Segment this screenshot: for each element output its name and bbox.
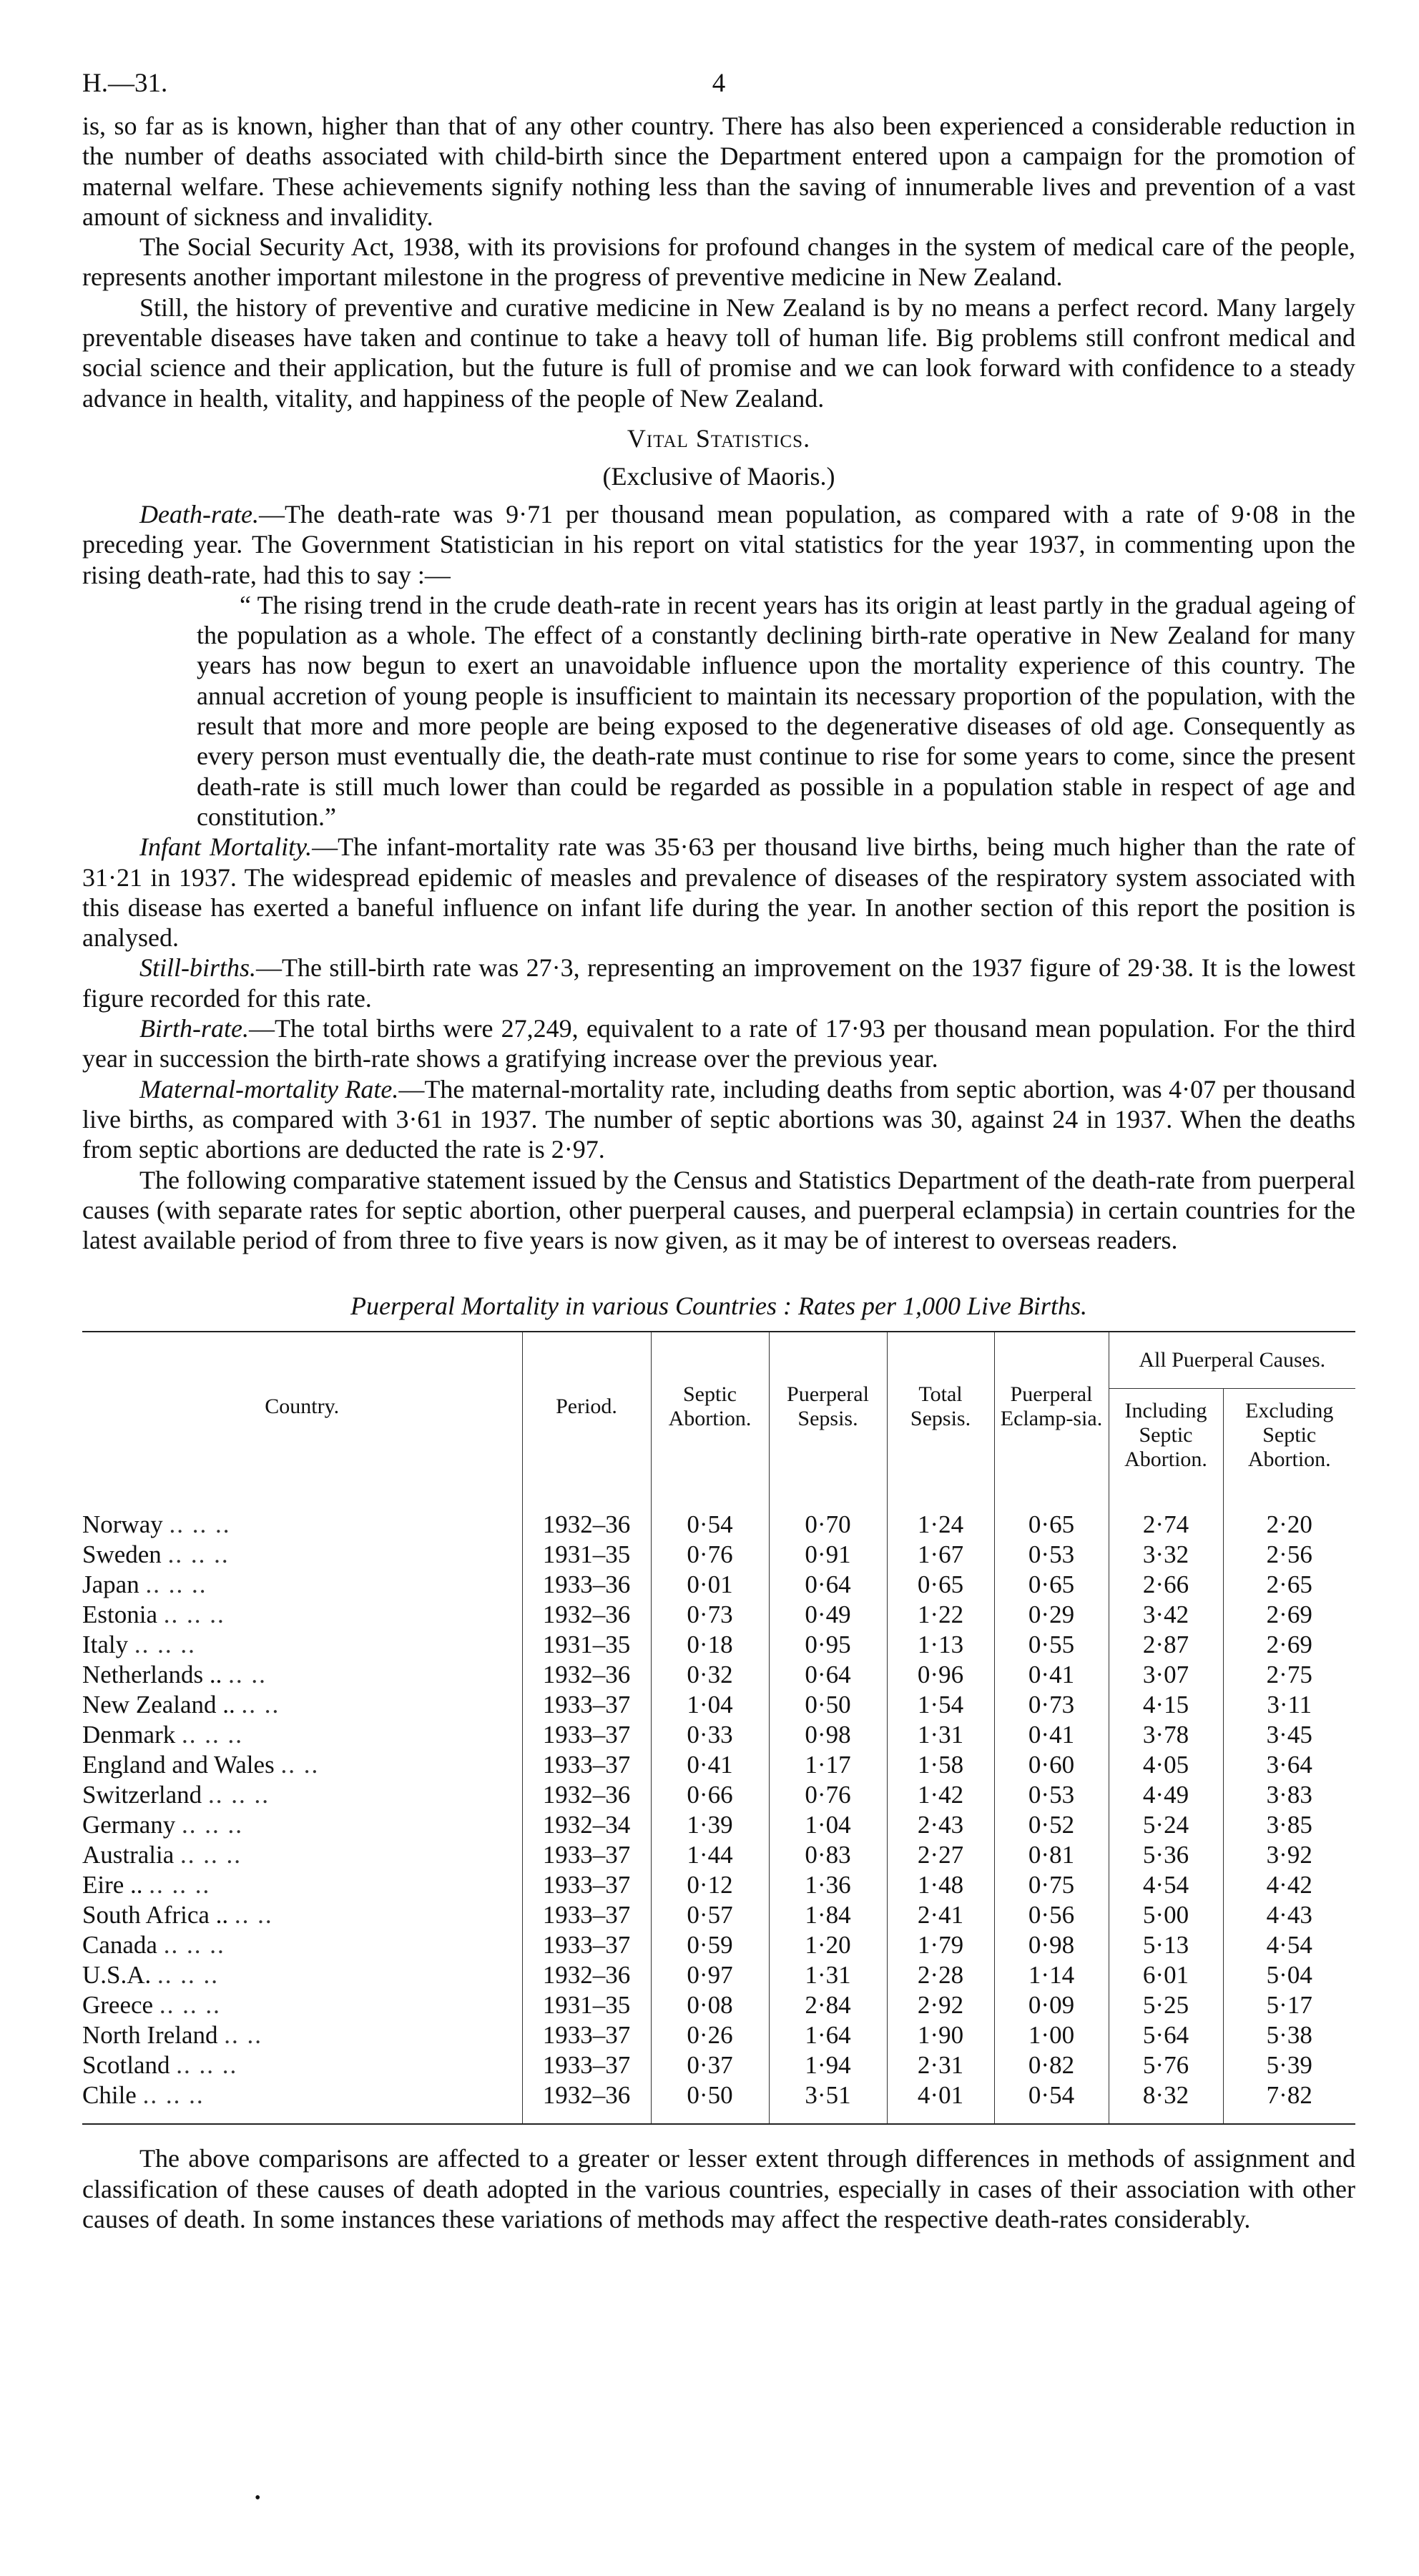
still-births-text: —The still-birth rate was 27·3, representing an improvement on the 1937 figure of 29·38. It is the lowest figure recorded for this rate. (82, 953, 1355, 1013)
septic-abortion-cell: 1·04 (651, 1690, 769, 1720)
country-cell: North Ireland .. .. (82, 2021, 263, 2050)
table-row (82, 2050, 1355, 2080)
total-sepsis-cell: 2·27 (887, 1840, 994, 1870)
total-sepsis-cell: 2·43 (887, 1810, 994, 1840)
period-cell: 1932–36 (522, 2080, 651, 2110)
country-cell: Canada .. .. .. (82, 1931, 225, 1960)
period-cell: 1933–37 (522, 2050, 651, 2080)
puerperal-mortality-table (82, 1331, 1355, 2125)
period-cell: 1931–35 (522, 1630, 651, 1660)
period-cell: 1932–36 (522, 1780, 651, 1810)
header-excluding-septic: Excluding Septic Abortion. (1223, 1389, 1355, 1482)
septic-abortion-cell: 0·73 (651, 1600, 769, 1630)
period-cell: 1931–35 (522, 1990, 651, 2020)
septic-abortion-cell: 0·37 (651, 2050, 769, 2080)
period-cell: 1933–37 (522, 1720, 651, 1750)
table-title: Puerperal Mortality in various Countries : Rates per 1,000 Live Births. (350, 1292, 1087, 1321)
country-cell: Netherlands .. .. .. (82, 1661, 267, 1689)
still-births-label: Still-births. (139, 953, 257, 983)
total-sepsis-cell: 2·92 (887, 1990, 994, 2020)
table-row (82, 1690, 1355, 1720)
country-cell: Italy .. .. .. (82, 1631, 196, 1659)
eclampsia-cell: 0·54 (994, 2080, 1109, 2110)
header-period: Period. (522, 1332, 651, 1481)
eclampsia-cell: 0·65 (994, 1510, 1109, 1540)
puerperal-sepsis-cell: 1·20 (769, 1930, 887, 1960)
period-cell: 1933–37 (522, 1690, 651, 1720)
excluding-cell: 4·54 (1223, 1930, 1355, 1960)
header-including-septic: Including Septic Abortion. (1109, 1389, 1223, 1482)
puerperal-sepsis-cell: 1·36 (769, 1870, 887, 1900)
eclampsia-cell: 0·75 (994, 1870, 1109, 1900)
excluding-cell: 5·04 (1223, 1960, 1355, 1990)
birth-rate-label: Birth-rate. (139, 1014, 249, 1043)
including-cell: 4·15 (1109, 1690, 1223, 1720)
country-cell: Denmark .. .. .. (82, 1721, 243, 1749)
table-row (82, 1750, 1355, 1780)
eclampsia-cell: 0·65 (994, 1570, 1109, 1600)
header-septic-abortion: Septic Abortion. (651, 1332, 769, 1481)
septic-abortion-cell: 1·39 (651, 1810, 769, 1840)
table-row (82, 1840, 1355, 1870)
total-sepsis-cell: 2·31 (887, 2050, 994, 2080)
paragraph-still-births (82, 953, 1355, 1013)
maternal-mortality-label: Maternal-mortality Rate. (139, 1074, 399, 1103)
septic-abortion-cell: 0·08 (651, 1990, 769, 2020)
quotation-block: “ The rising trend in the crude death-rate in recent years has its origin at least partly in the gradual ageing of the population as a whole. The effect of a constantly declining birth-rate operative in New Zealand for many years has now begun to exert an unavoidable influence upon the mortality experience of this country. The annual accretion of young people is insufficient to maintain its necessary proportion of the population, with the result that more and more people are being exposed to the degenerative diseases of old age. Consequently as every person must eventually die, the death-rate must continue to rise for some years to come, since the present death-rate is still much lower than could be regarded as possible in a population stable in respect of age and constitution.” (197, 590, 1355, 831)
death-rate-text: —The death-rate was 9·71 per thousand mean population, as compared with a rate of 9·08 in the preceding year. The Government Statistician in his report on vital statistics for the year 1937, in commenting upon the rising death-rate, had this to say :— (82, 499, 1355, 589)
infant-mortality-text: —The infant-mortality rate was 35·63 per thousand live births, being much higher than the rate of 31·21 in 1937. The widespread epidemic of measles and prevalence of diseases of the respiratory system associated with this disease has exerted a baneful influence on infant life during the year. In another section of this report the position is analysed. (82, 832, 1355, 953)
country-cell: South Africa .. .. .. (82, 1901, 273, 1929)
paragraph-death-rate (82, 499, 1355, 590)
country-cell: Chile .. .. .. (82, 2081, 205, 2110)
footer-mark: • (255, 2489, 261, 2507)
septic-abortion-cell: 1·44 (651, 1840, 769, 1870)
including-cell: 5·36 (1109, 1840, 1223, 1870)
total-sepsis-cell: 0·96 (887, 1660, 994, 1690)
eclampsia-cell: 0·73 (994, 1690, 1109, 1720)
excluding-cell: 2·75 (1223, 1660, 1355, 1690)
septic-abortion-cell: 0·54 (651, 1510, 769, 1540)
excluding-cell: 3·92 (1223, 1840, 1355, 1870)
excluding-cell: 2·20 (1223, 1510, 1355, 1540)
septic-abortion-cell: 0·26 (651, 2020, 769, 2050)
country-cell: Eire .. .. .. .. (82, 1871, 211, 1899)
country-cell: Scotland .. .. .. (82, 2051, 238, 2080)
total-sepsis-cell: 1·24 (887, 1510, 994, 1540)
total-sepsis-cell: 1·54 (887, 1690, 994, 1720)
septic-abortion-cell: 0·76 (651, 1540, 769, 1570)
including-cell: 3·78 (1109, 1720, 1223, 1750)
including-cell: 5·13 (1109, 1930, 1223, 1960)
period-cell: 1932–34 (522, 1810, 651, 1840)
maternal-mortality-text: —The maternal-mortality rate, including deaths from septic abortion, was 4·07 per thousand live births, as compared with 3·61 in 1937. The number of septic abortions was 30, against 24 in 1937. When the deaths from septic abortions are deducted the rate is 2·97. (82, 1074, 1355, 1164)
septic-abortion-cell: 0·59 (651, 1930, 769, 1960)
including-cell: 3·32 (1109, 1540, 1223, 1570)
septic-abortion-cell: 0·50 (651, 2080, 769, 2110)
table-row (82, 1630, 1355, 1660)
table-row (82, 1540, 1355, 1570)
including-cell: 5·64 (1109, 2020, 1223, 2050)
excluding-cell: 3·83 (1223, 1780, 1355, 1810)
table-row (82, 1510, 1355, 1540)
eclampsia-cell: 0·09 (994, 1990, 1109, 2020)
period-cell: 1931–35 (522, 1540, 651, 1570)
birth-rate-text: —The total births were 27,249, equivalent to a rate of 17·93 per thousand mean population. For the third year in succession the birth-rate shows a gratifying increase over the previous year. (82, 1014, 1355, 1073)
excluding-cell: 2·65 (1223, 1570, 1355, 1600)
excluding-cell: 2·69 (1223, 1600, 1355, 1630)
total-sepsis-cell: 0·65 (887, 1570, 994, 1600)
including-cell: 5·00 (1109, 1900, 1223, 1930)
period-cell: 1933–37 (522, 1900, 651, 1930)
table-row (82, 1930, 1355, 1960)
excluding-cell: 2·69 (1223, 1630, 1355, 1660)
including-cell: 5·25 (1109, 1990, 1223, 2020)
document-code: H.—31. (82, 69, 168, 98)
table-row (82, 1720, 1355, 1750)
death-rate-label: Death-rate. (139, 499, 259, 529)
excluding-cell: 5·39 (1223, 2050, 1355, 2080)
excluding-cell: 4·42 (1223, 1870, 1355, 1900)
document-page (82, 68, 1355, 2234)
excluding-cell: 4·43 (1223, 1900, 1355, 1930)
period-cell: 1933–37 (522, 1930, 651, 1960)
country-cell: Greece .. .. .. (82, 1991, 221, 2020)
puerperal-sepsis-cell: 1·31 (769, 1960, 887, 1990)
excluding-cell: 2·56 (1223, 1540, 1355, 1570)
header-puerperal-sepsis: Puerperal Sepsis. (769, 1332, 887, 1481)
country-cell: England and Wales .. .. (82, 1751, 320, 1779)
header-puerperal-eclampsia: Puerperal Eclamp-sia. (994, 1332, 1109, 1481)
total-sepsis-cell: 1·13 (887, 1630, 994, 1660)
page-number: 4 (712, 69, 726, 98)
header-all-puerperal-causes: All Puerperal Causes. (1109, 1332, 1355, 1389)
including-cell: 3·42 (1109, 1600, 1223, 1630)
header-total-sepsis: Total Sepsis. (887, 1332, 994, 1481)
total-sepsis-cell: 1·79 (887, 1930, 994, 1960)
section-subheading: (Exclusive of Maoris.) (602, 461, 835, 491)
including-cell: 2·66 (1109, 1570, 1223, 1600)
eclampsia-cell: 0·52 (994, 1810, 1109, 1840)
including-cell: 3·07 (1109, 1660, 1223, 1690)
table-row (82, 1960, 1355, 1990)
including-cell: 4·49 (1109, 1780, 1223, 1810)
table-row (82, 1600, 1355, 1630)
eclampsia-cell: 0·81 (994, 1840, 1109, 1870)
table-row (82, 1990, 1355, 2020)
period-cell: 1933–37 (522, 1870, 651, 1900)
page-header (82, 68, 1355, 111)
puerperal-sepsis-cell: 0·64 (769, 1570, 887, 1600)
excluding-cell: 5·38 (1223, 2020, 1355, 2050)
country-cell: Australia .. .. .. (82, 1841, 242, 1869)
total-sepsis-cell: 2·41 (887, 1900, 994, 1930)
excluding-cell: 3·45 (1223, 1720, 1355, 1750)
total-sepsis-cell: 1·58 (887, 1750, 994, 1780)
eclampsia-cell: 0·55 (994, 1630, 1109, 1660)
septic-abortion-cell: 0·01 (651, 1570, 769, 1600)
eclampsia-cell: 0·41 (994, 1660, 1109, 1690)
total-sepsis-cell: 4·01 (887, 2080, 994, 2110)
total-sepsis-cell: 1·67 (887, 1540, 994, 1570)
including-cell: 4·05 (1109, 1750, 1223, 1780)
including-cell: 2·87 (1109, 1630, 1223, 1660)
septic-abortion-cell: 0·12 (651, 1870, 769, 1900)
septic-abortion-cell: 0·33 (651, 1720, 769, 1750)
septic-abortion-cell: 0·66 (651, 1780, 769, 1810)
excluding-cell: 3·64 (1223, 1750, 1355, 1780)
excluding-cell: 5·17 (1223, 1990, 1355, 2020)
period-cell: 1932–36 (522, 1600, 651, 1630)
paragraph-maternal-mortality (82, 1074, 1355, 1165)
puerperal-sepsis-cell: 1·17 (769, 1750, 887, 1780)
eclampsia-cell: 0·53 (994, 1540, 1109, 1570)
period-cell: 1933–37 (522, 1750, 651, 1780)
including-cell: 5·76 (1109, 2050, 1223, 2080)
including-cell: 6·01 (1109, 1960, 1223, 1990)
paragraph-birth-rate (82, 1013, 1355, 1074)
puerperal-sepsis-cell: 0·76 (769, 1780, 887, 1810)
country-cell: New Zealand .. .. .. (82, 1691, 280, 1719)
eclampsia-cell: 0·98 (994, 1930, 1109, 1960)
puerperal-sepsis-cell: 0·70 (769, 1510, 887, 1540)
period-cell: 1932–36 (522, 1510, 651, 1540)
period-cell: 1933–36 (522, 1570, 651, 1600)
eclampsia-cell: 0·82 (994, 2050, 1109, 2080)
septic-abortion-cell: 0·32 (651, 1660, 769, 1690)
septic-abortion-cell: 0·41 (651, 1750, 769, 1780)
including-cell: 2·74 (1109, 1510, 1223, 1540)
eclampsia-cell: 0·60 (994, 1750, 1109, 1780)
septic-abortion-cell: 0·97 (651, 1960, 769, 1990)
table-row (82, 2020, 1355, 2050)
total-sepsis-cell: 1·48 (887, 1870, 994, 1900)
eclampsia-cell: 1·14 (994, 1960, 1109, 1990)
table-row (82, 1660, 1355, 1690)
septic-abortion-cell: 0·57 (651, 1900, 769, 1930)
puerperal-sepsis-cell: 3·51 (769, 2080, 887, 2110)
excluding-cell: 7·82 (1223, 2080, 1355, 2110)
paragraph-closing: The above comparisons are affected to a greater or lesser extent through differences in methods of assignment and classification of these causes of death adopted in the various countries, especially in cases of their association with other causes of death. In some instances these variations of methods may affect the respective death-rates considerably. (82, 2144, 1355, 2233)
including-cell: 5·24 (1109, 1810, 1223, 1840)
eclampsia-cell: 0·53 (994, 1780, 1109, 1810)
table-row (82, 1780, 1355, 1810)
total-sepsis-cell: 1·31 (887, 1720, 994, 1750)
puerperal-sepsis-cell: 0·98 (769, 1720, 887, 1750)
table-row (82, 1810, 1355, 1840)
paragraph-history: Still, the history of preventive and curative medicine in New Zealand is by no means a perfect record. Many largely preventable diseases have taken and continue to take a heavy toll of human life. Big problems still confront medical and social science and their application, but the future is full of promise and we can look forward with confidence to a steady advance in health, vitality, and happiness of the people of New Zealand. (82, 292, 1355, 413)
country-cell: Switzerland .. .. .. (82, 1781, 270, 1809)
including-cell: 4·54 (1109, 1870, 1223, 1900)
puerperal-sepsis-cell: 2·84 (769, 1990, 887, 2020)
period-cell: 1932–36 (522, 1660, 651, 1690)
excluding-cell: 3·11 (1223, 1690, 1355, 1720)
paragraph-comparative-intro: The following comparative statement issued by the Census and Statistics Department of the death-rate from puerperal causes (with separate rates for septic abortion, other puerperal causes, and puerperal eclampsia) in certain countries for the latest available period of from three to five years is now given, as it may be of interest to overseas readers. (82, 1165, 1355, 1255)
puerperal-sepsis-cell: 1·64 (769, 2020, 887, 2050)
eclampsia-cell: 1·00 (994, 2020, 1109, 2050)
header-country: Country. (82, 1332, 522, 1481)
total-sepsis-cell: 1·22 (887, 1600, 994, 1630)
country-cell: Sweden .. .. .. (82, 1540, 230, 1569)
eclampsia-cell: 0·41 (994, 1720, 1109, 1750)
country-cell: Germany .. .. .. (82, 1811, 243, 1839)
total-sepsis-cell: 2·28 (887, 1960, 994, 1990)
including-cell: 8·32 (1109, 2080, 1223, 2110)
puerperal-sepsis-cell: 1·04 (769, 1810, 887, 1840)
country-cell: U.S.A. .. .. .. (82, 1961, 220, 1990)
table-row (82, 1570, 1355, 1600)
puerperal-sepsis-cell: 1·94 (769, 2050, 887, 2080)
period-cell: 1933–37 (522, 2020, 651, 2050)
paragraph-continuation: is, so far as is known, higher than that of any other country. There has also been experienced a considerable reduction in the number of deaths associated with child-birth since the Department entered upon a campaign for the promotion of maternal welfare. These achievements signify nothing less than the saving of innumerable lives and prevention of a vast amount of sickness and invalidity. (82, 112, 1355, 231)
eclampsia-cell: 0·29 (994, 1600, 1109, 1630)
period-cell: 1933–37 (522, 1840, 651, 1870)
puerperal-sepsis-cell: 1·84 (769, 1900, 887, 1930)
excluding-cell: 3·85 (1223, 1810, 1355, 1840)
section-heading: Vital Statistics. (627, 423, 811, 453)
puerperal-sepsis-cell: 0·49 (769, 1600, 887, 1630)
period-cell: 1932–36 (522, 1960, 651, 1990)
septic-abortion-cell: 0·18 (651, 1630, 769, 1660)
puerperal-sepsis-cell: 0·95 (769, 1630, 887, 1660)
total-sepsis-cell: 1·90 (887, 2020, 994, 2050)
total-sepsis-cell: 1·42 (887, 1780, 994, 1810)
puerperal-sepsis-cell: 0·50 (769, 1690, 887, 1720)
country-cell: Norway .. .. .. (82, 1510, 231, 1539)
table-row (82, 1870, 1355, 1900)
table-row (82, 2080, 1355, 2110)
country-cell: Estonia .. .. .. (82, 1601, 225, 1629)
eclampsia-cell: 0·56 (994, 1900, 1109, 1930)
paragraph-infant-mortality (82, 832, 1355, 953)
puerperal-sepsis-cell: 0·64 (769, 1660, 887, 1690)
puerperal-sepsis-cell: 0·83 (769, 1840, 887, 1870)
paragraph-social-security: The Social Security Act, 1938, with its provisions for profound changes in the system of medical care of the people, represents another important milestone in the progress of preventive medicine in New Zealand. (82, 232, 1355, 292)
table-row (82, 1900, 1355, 1930)
infant-mortality-label: Infant Mortality. (139, 832, 313, 862)
puerperal-sepsis-cell: 0·91 (769, 1540, 887, 1570)
country-cell: Japan .. .. .. (82, 1570, 207, 1599)
